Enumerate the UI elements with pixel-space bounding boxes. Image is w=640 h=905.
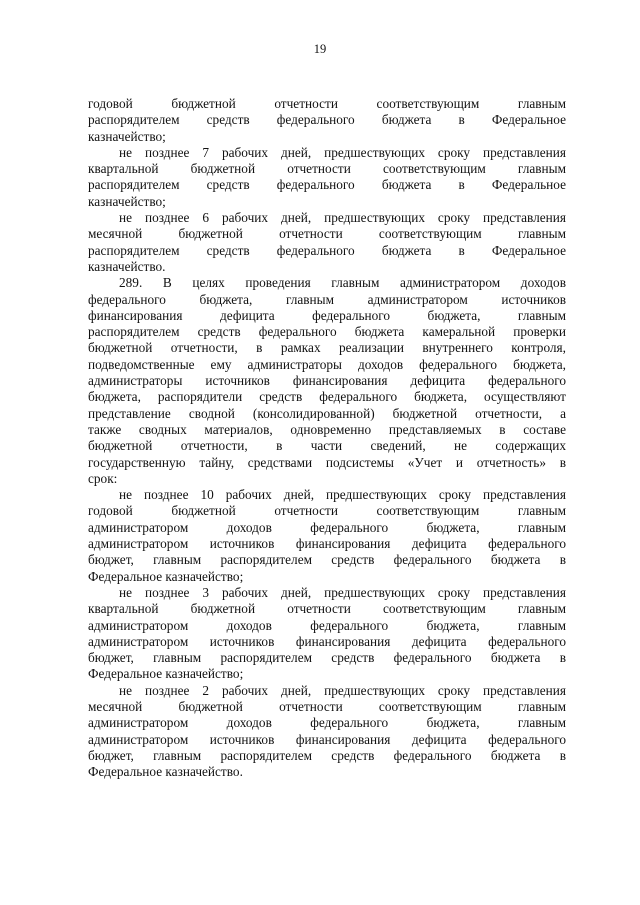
text-line: срок: <box>88 470 118 486</box>
text-line: не позднее 3 рабочих дней, предшествующих сроку представления <box>119 584 566 600</box>
text-line: бюджет, главным распорядителем средств федерального бюджета в <box>88 552 566 568</box>
text-line: не позднее 2 рабочих дней, предшествующих сроку представления <box>119 682 566 698</box>
text-line: квартальной бюджетной отчетности соответствующим главным <box>88 601 566 617</box>
text-line: Федеральное казначейство; <box>88 666 244 682</box>
text-line: администратором источников финансирования дефицита федерального <box>88 731 566 747</box>
text-line: также сводных материалов, одновременно представляемых в составе <box>88 421 566 437</box>
text-line: Федеральное казначейство; <box>88 568 244 584</box>
text-line: бюджета, распорядители средств федерального бюджета, осуществляют <box>88 389 566 405</box>
text-line: бюджет, главным распорядителем средств федерального бюджета в <box>88 650 566 666</box>
text-line: годовой бюджетной отчетности соответствующим главным <box>88 96 566 111</box>
text-line: месячной бюджетной отчетности соответствующим главным <box>88 698 566 714</box>
text-line: распорядителем средств федерального бюджета в Федеральное <box>88 112 566 128</box>
text-line: администратором источников финансирования дефицита федерального <box>88 633 566 649</box>
text-line: не позднее 10 рабочих дней, предшествующих сроку представления <box>119 487 566 503</box>
page-number: 19 <box>313 42 327 56</box>
text-line: бюджет, главным распорядителем средств федерального бюджета в <box>88 747 566 763</box>
text-line: квартальной бюджетной отчетности соответствующим главным <box>88 161 566 177</box>
text-line: представление сводной (консолидированной) бюджетной отчетности, а <box>88 405 566 421</box>
text-line: казначейство; <box>88 193 166 209</box>
text-line: бюджетной отчетности, в части сведений, не содержащих <box>88 438 566 454</box>
text-line: не позднее 7 рабочих дней, предшествующих сроку представления <box>119 144 566 160</box>
text-line: годовой бюджетной отчетности соответствующим главным <box>88 503 566 519</box>
text-line: бюджетной отчетности, в рамках реализации внутреннего контроля, <box>88 340 566 356</box>
text-line: государственную тайну, средствами подсистемы «Учет и отчетность» в <box>88 454 566 470</box>
text-line: не позднее 6 рабочих дней, предшествующих сроку представления <box>119 210 566 226</box>
text-line: администратором источников финансирования дефицита федерального <box>88 536 566 552</box>
text-line: администратором доходов федерального бюджета, главным <box>88 519 566 535</box>
text-line: 289. В целях проведения главным администратором доходов <box>119 275 566 291</box>
text-line: администратором доходов федерального бюджета, главным <box>88 617 566 633</box>
text-line: распорядителем средств федерального бюджета в Федеральное <box>88 242 566 258</box>
text-line: администраторы источников финансирования дефицита федерального <box>88 373 566 389</box>
text-line: Федеральное казначейство. <box>88 764 243 780</box>
text-line: месячной бюджетной отчетности соответствующим главным <box>88 226 566 242</box>
text-line: распорядителем средств федерального бюджета камеральной проверки <box>88 324 566 340</box>
text-line: распорядителем средств федерального бюджета в Федеральное <box>88 177 566 193</box>
text-line: финансирования дефицита федерального бюджета, главным <box>88 307 566 323</box>
text-line: подведомственные ему администраторы доходов федерального бюджета, <box>88 356 566 372</box>
text-line: федерального бюджета, главным администратором источников <box>88 291 566 307</box>
text-line: администратором доходов федерального бюджета, главным <box>88 715 566 731</box>
document-body <box>88 96 566 780</box>
text-line: казначейство. <box>88 258 166 274</box>
text-line: казначейство; <box>88 128 166 144</box>
